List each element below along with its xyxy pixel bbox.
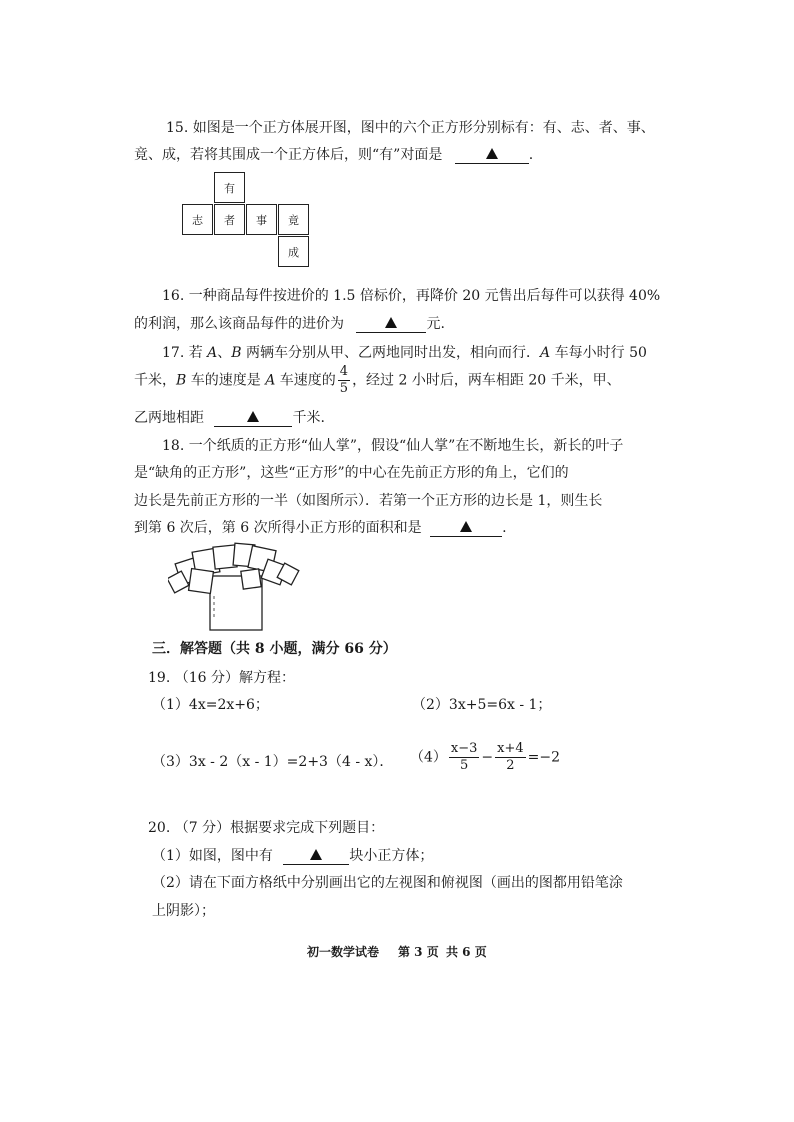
answer-blank-15 bbox=[455, 147, 529, 164]
net-cell-zhi: 志 bbox=[182, 204, 213, 235]
answer-blank-18 bbox=[430, 520, 502, 537]
q20-sub1 bbox=[152, 845, 433, 865]
net-cell-cheng: 成 bbox=[278, 236, 309, 267]
q17-line2c: 车速度的 bbox=[275, 372, 336, 389]
q17-sep: 、 bbox=[217, 345, 232, 361]
q17-line1 bbox=[162, 342, 647, 362]
q17-fraction bbox=[338, 364, 350, 397]
q20-sub1b: 块小正方体； bbox=[349, 848, 434, 864]
q20-sub2-line2: 上阴影）； bbox=[152, 903, 215, 919]
q19-part1: （1）4x=2x+6； bbox=[152, 697, 269, 713]
q17-line3-text: 乙两地相距 bbox=[134, 410, 204, 426]
cactus-leaf bbox=[241, 569, 261, 589]
q17-var-a2: A bbox=[540, 345, 551, 361]
q17-frac-den: 5 bbox=[339, 381, 349, 396]
q18-line2: 是“缺角的正方形”，这些“正方形”的中心在先前正方形的角上，它们的 bbox=[134, 465, 569, 481]
net-cell-zhe: 者 bbox=[214, 204, 245, 235]
section-3-heading: 三．解答题（共 8 小题，满分 66 分） bbox=[152, 641, 397, 657]
q20-sub2-line1: （2）请在下面方格纸中分别画出它的左视图和俯视图（画出的图都用铅笔涂 bbox=[152, 875, 623, 891]
q16-line1: 16. 一种商品每件按进价的 1.5 倍标价，再降价 20 元售出后每件可以获得 40% bbox=[162, 288, 661, 304]
q16-end: 元. bbox=[426, 316, 445, 332]
q17-line2d: ，经过 2 小时后，两车相距 20 千米，甲、 bbox=[352, 372, 621, 389]
q20-title: 20. （7 分）根据要求完成下列题目： bbox=[148, 820, 385, 836]
cactus-leaf bbox=[189, 569, 214, 594]
answer-triangle-icon bbox=[385, 317, 397, 328]
q19-part2: （2）3x+5=6x - 1； bbox=[412, 697, 552, 713]
q20-sub1a: （1）如图，图中有 bbox=[152, 848, 273, 864]
cactus-figure bbox=[168, 540, 318, 632]
footer-page-number: 第 3 页 bbox=[398, 945, 439, 959]
answer-blank-16 bbox=[356, 316, 426, 333]
q15-line2 bbox=[134, 144, 533, 164]
q17-line2a: 千米， bbox=[134, 372, 176, 389]
q19-part3: （3）3x - 2（x - 1）=2+3（4 - x）． bbox=[152, 754, 394, 770]
q19-frac1-num: x−3 bbox=[450, 741, 478, 756]
q19-part4-label: （4） bbox=[410, 749, 447, 766]
q19-frac2-num: x+4 bbox=[497, 741, 524, 756]
q18-line4 bbox=[134, 517, 507, 537]
answer-triangle-icon bbox=[486, 148, 498, 159]
q19-part4 bbox=[410, 741, 560, 774]
q19-title: 19. （16 分）解方程： bbox=[148, 670, 295, 686]
net-cell-shi: 事 bbox=[246, 204, 277, 235]
q18-end: . bbox=[502, 520, 507, 536]
answer-blank-17 bbox=[214, 410, 292, 427]
q17-line3 bbox=[134, 407, 325, 427]
q17-var-a: A bbox=[207, 345, 218, 361]
q19-frac2-den: 2 bbox=[506, 758, 515, 773]
net-cell-jing: 竟 bbox=[278, 204, 309, 235]
q16-line2 bbox=[134, 313, 445, 333]
answer-triangle-icon bbox=[247, 411, 259, 422]
q19-minus: − bbox=[481, 749, 494, 766]
q19-rhs: =−2 bbox=[527, 749, 561, 766]
answer-triangle-icon bbox=[460, 521, 472, 532]
q17-var-b2: B bbox=[176, 372, 187, 389]
q15-line1: 15. 如图是一个正方体展开图，图中的六个正方形分别标有：有、志、者、事、 bbox=[166, 120, 655, 136]
q19-fraction-2 bbox=[495, 741, 526, 774]
q17-line2 bbox=[134, 364, 621, 397]
answer-blank-20 bbox=[283, 848, 349, 865]
q17-var-b: B bbox=[231, 345, 242, 361]
q15-end: . bbox=[528, 147, 534, 163]
answer-triangle-icon bbox=[310, 849, 322, 860]
q17-frac-num: 4 bbox=[339, 364, 349, 379]
footer-exam-title: 初一数学试卷 bbox=[307, 945, 380, 959]
q17-line2b: 车的速度是 bbox=[186, 372, 266, 389]
net-cell-you: 有 bbox=[214, 172, 245, 203]
footer-total-pages: 共 6 页 bbox=[446, 945, 487, 959]
q17-end: 千米. bbox=[292, 410, 325, 426]
q18-line3: 边长是先前正方形的一半（如图所示）．若第一个正方形的边长是 1，则生长 bbox=[134, 493, 603, 509]
q18-line1: 18. 一个纸质的正方形“仙人掌”，假设“仙人掌”在不断地生长，新长的叶子 bbox=[162, 438, 624, 454]
q19-fraction-1 bbox=[449, 741, 480, 774]
q17-line1c: 车每小时行 50 bbox=[550, 345, 647, 361]
q16-line2-text: 的利润，那么该商品每件的进价为 bbox=[134, 316, 344, 332]
q18-line4-text: 到第 6 次后，第 6 次所得小正方形的面积和是 bbox=[134, 520, 422, 536]
q19-frac1-den: 5 bbox=[460, 758, 469, 773]
q17-line1a: 17. 若 bbox=[162, 345, 208, 361]
q17-var-a3: A bbox=[265, 372, 276, 389]
q15-line2-text: 竟、成，若将其围成一个正方体后，则“有”对面是 bbox=[134, 147, 443, 163]
q17-line1b: 两辆车分别从甲、乙两地同时出发，相向而行． bbox=[241, 345, 541, 361]
